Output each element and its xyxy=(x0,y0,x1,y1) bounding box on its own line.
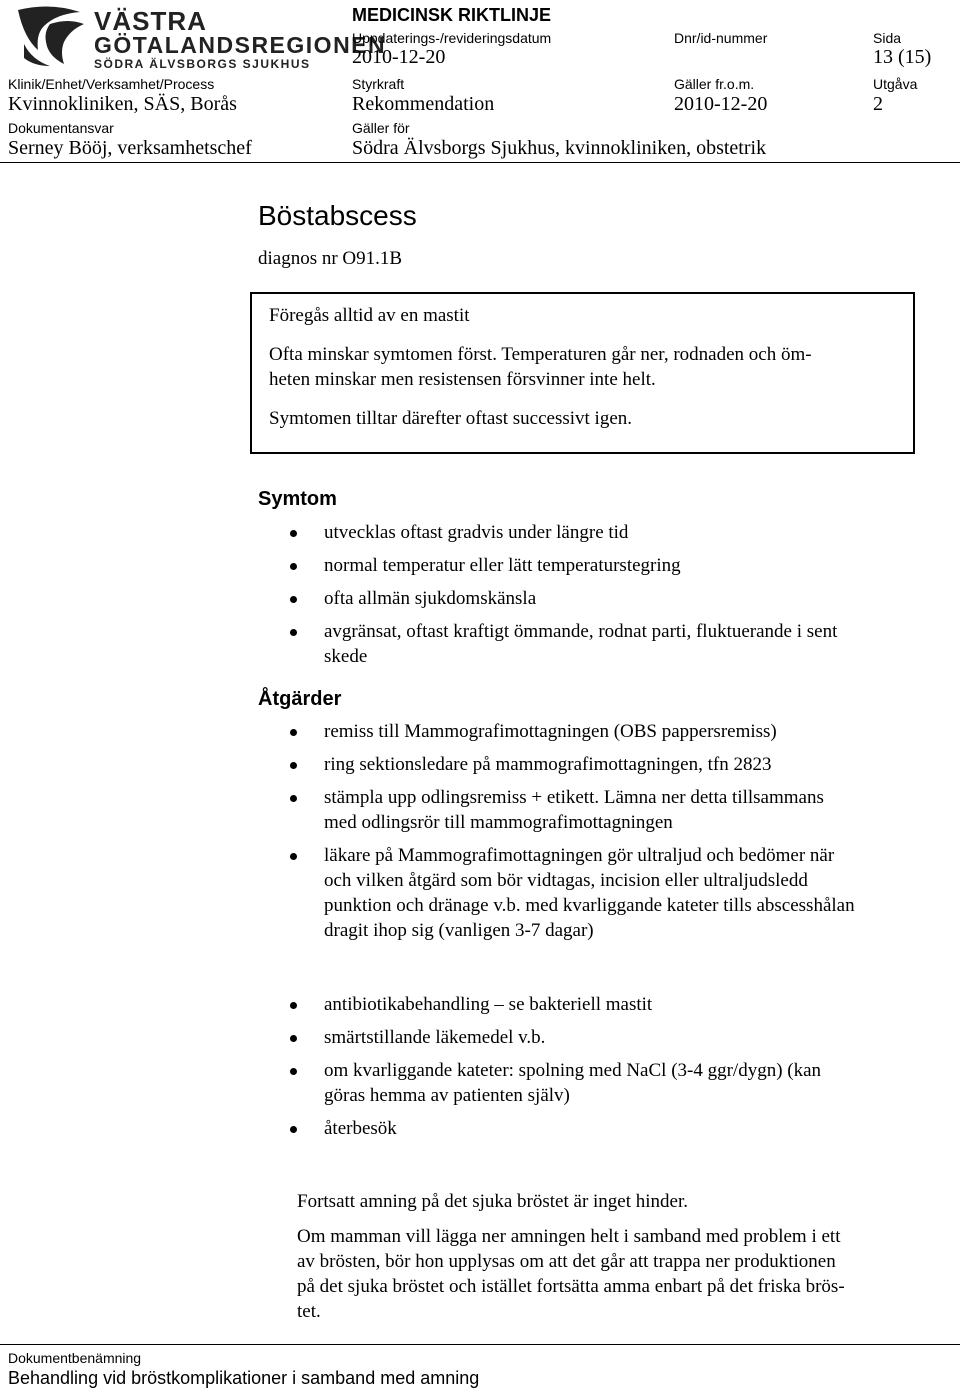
list-item xyxy=(290,619,930,669)
list-item-line: antibiotikabehandling – se bakteriell mastit xyxy=(324,994,653,1015)
strength-value: Rekommendation xyxy=(352,93,495,115)
info-box-line: Föregås alltid av en mastit xyxy=(269,305,470,326)
edition-label: Utgåva xyxy=(873,76,918,92)
list-item-line: ofta allmän sjukdomskänsla xyxy=(324,588,537,609)
closing-paragraph-2 xyxy=(297,1224,845,1324)
logo-text-line2: GÖTALANDSREGIONEN xyxy=(94,32,387,58)
page-value: 13 (15) xyxy=(873,46,932,68)
bullet-icon xyxy=(290,1035,297,1042)
list-item-line: och vilken åtgärd som bör vidtagas, incision eller ultraljudsledd xyxy=(324,870,808,891)
list-item xyxy=(290,752,930,777)
list-item-line: göras hemma av patienten själv) xyxy=(324,1085,570,1106)
page-label: Sida xyxy=(873,30,902,46)
list-item-line: läkare på Mammografimottagningen gör ultraljud och bedömer när xyxy=(324,845,835,866)
list-item xyxy=(290,586,930,611)
header-divider xyxy=(0,162,960,163)
clinic-value: Kvinnokliniken, SÄS, Borås xyxy=(8,93,237,115)
diagnosis-code: diagnos nr O91.1B xyxy=(258,248,403,269)
list-item-line: utvecklas oftast gradvis under längre tid xyxy=(324,522,629,543)
bullet-icon xyxy=(290,1068,297,1075)
paragraph-line: på det sjuka bröstet och istället fortsätta amma enbart på det friska brös- xyxy=(297,1276,845,1297)
logo-text-line3: SÖDRA ÄLVSBORGS SJUKHUS xyxy=(94,57,311,71)
page-title: Böstabscess xyxy=(258,200,417,231)
info-box-line: Symtomen tilltar därefter oftast successivt igen. xyxy=(269,408,633,429)
list-item-line: stämpla upp odlingsremiss + etikett. Lämna ner detta tillsammans xyxy=(324,787,824,808)
list-item-line: med odlingsrör till mammografimottagningen xyxy=(324,812,673,833)
document-name-value: Behandling vid bröstkomplikationer i samband med amning xyxy=(8,1368,480,1388)
organization-logo xyxy=(10,4,387,71)
applies-value: Södra Älvsborgs Sjukhus, kvinnokliniken, obstetrik xyxy=(352,137,767,159)
list-item-line: remiss till Mammografimottagningen (OBS pappersremiss) xyxy=(324,721,777,742)
bullet-icon xyxy=(290,563,297,570)
valid-from-label: Gäller fr.o.m. xyxy=(674,76,755,92)
list-item-line: smärtstillande läkemedel v.b. xyxy=(324,1027,546,1048)
list-item-line: punktion och dränage v.b. med kvarliggande kateter tills abscesshålan xyxy=(324,895,855,916)
bullet-icon xyxy=(290,1126,297,1133)
bullet-icon xyxy=(290,530,297,537)
strength-label: Styrkraft xyxy=(352,76,405,92)
bullet-icon xyxy=(290,629,297,636)
paragraph-line: av brösten, bör hon upplysas om att det går att trappa ner produktionen xyxy=(297,1251,836,1272)
list-item xyxy=(290,992,930,1017)
edition-value: 2 xyxy=(873,93,883,115)
info-box-line: heten minskar men resistensen försvinner inte helt. xyxy=(269,369,656,390)
list-item-line: om kvarliggande kateter: spolning med NaCl (3-4 ggr/dygn) (kan xyxy=(324,1060,822,1081)
list-item-line: avgränsat, oftast kraftigt ömmande, rodnat parti, fluktuerande i sent xyxy=(324,621,838,642)
document-type: MEDICINSK RIKTLINJE xyxy=(352,5,552,25)
list-item xyxy=(290,520,930,545)
bullet-icon xyxy=(290,853,297,860)
list-item xyxy=(290,719,930,744)
responsible-value: Serney Bööj, verksamhetschef xyxy=(8,137,252,159)
list-item-line: återbesök xyxy=(324,1118,397,1139)
bullet-icon xyxy=(290,596,297,603)
actions-list xyxy=(290,719,930,951)
list-item-line: normal temperatur eller lätt temperaturstegring xyxy=(324,555,681,576)
logo-text-line1: VÄSTRA xyxy=(94,6,207,36)
symptoms-list xyxy=(290,520,930,677)
logo-mark-icon xyxy=(10,4,88,68)
valid-from-value: 2010-12-20 xyxy=(674,93,768,115)
info-box-line: Ofta minskar symtomen först. Temperaturen går ner, rodnaden och öm- xyxy=(269,344,812,365)
info-box xyxy=(250,292,915,454)
updated-value: 2010-12-20 xyxy=(352,46,446,68)
applies-label: Gäller för xyxy=(352,120,410,136)
document-name-label: Dokumentbenämning xyxy=(8,1350,142,1366)
bullet-icon xyxy=(290,762,297,769)
symptoms-heading: Symtom xyxy=(258,488,337,510)
list-item-line: skede xyxy=(324,646,368,667)
list-item xyxy=(290,1116,930,1141)
actions-heading: Åtgärder xyxy=(258,688,342,710)
paragraph-line: Om mamman vill lägga ner amningen helt i samband med problem i ett xyxy=(297,1226,841,1247)
paragraph-line: tet. xyxy=(297,1301,321,1322)
footer-divider xyxy=(0,1344,960,1345)
list-item xyxy=(290,785,930,835)
list-item xyxy=(290,1058,930,1108)
updated-label: Uppdaterings-/revideringsdatum xyxy=(352,30,552,46)
clinic-label: Klinik/Enhet/Verksamhet/Process xyxy=(8,76,215,92)
closing-paragraph-1: Fortsatt amning på det sjuka bröstet är inget hinder. xyxy=(297,1191,689,1212)
dnr-label: Dnr/id-nummer xyxy=(674,30,768,46)
treatment-list xyxy=(290,992,930,1149)
list-item xyxy=(290,1025,930,1050)
list-item xyxy=(290,553,930,578)
list-item-line: dragit ihop sig (vanligen 3-7 dagar) xyxy=(324,920,594,941)
bullet-icon xyxy=(290,1002,297,1009)
bullet-icon xyxy=(290,729,297,736)
bullet-icon xyxy=(290,795,297,802)
list-item xyxy=(290,843,930,943)
list-item-line: ring sektionsledare på mammografimottagningen, tfn 2823 xyxy=(324,754,772,775)
responsible-label: Dokumentansvar xyxy=(8,120,114,136)
